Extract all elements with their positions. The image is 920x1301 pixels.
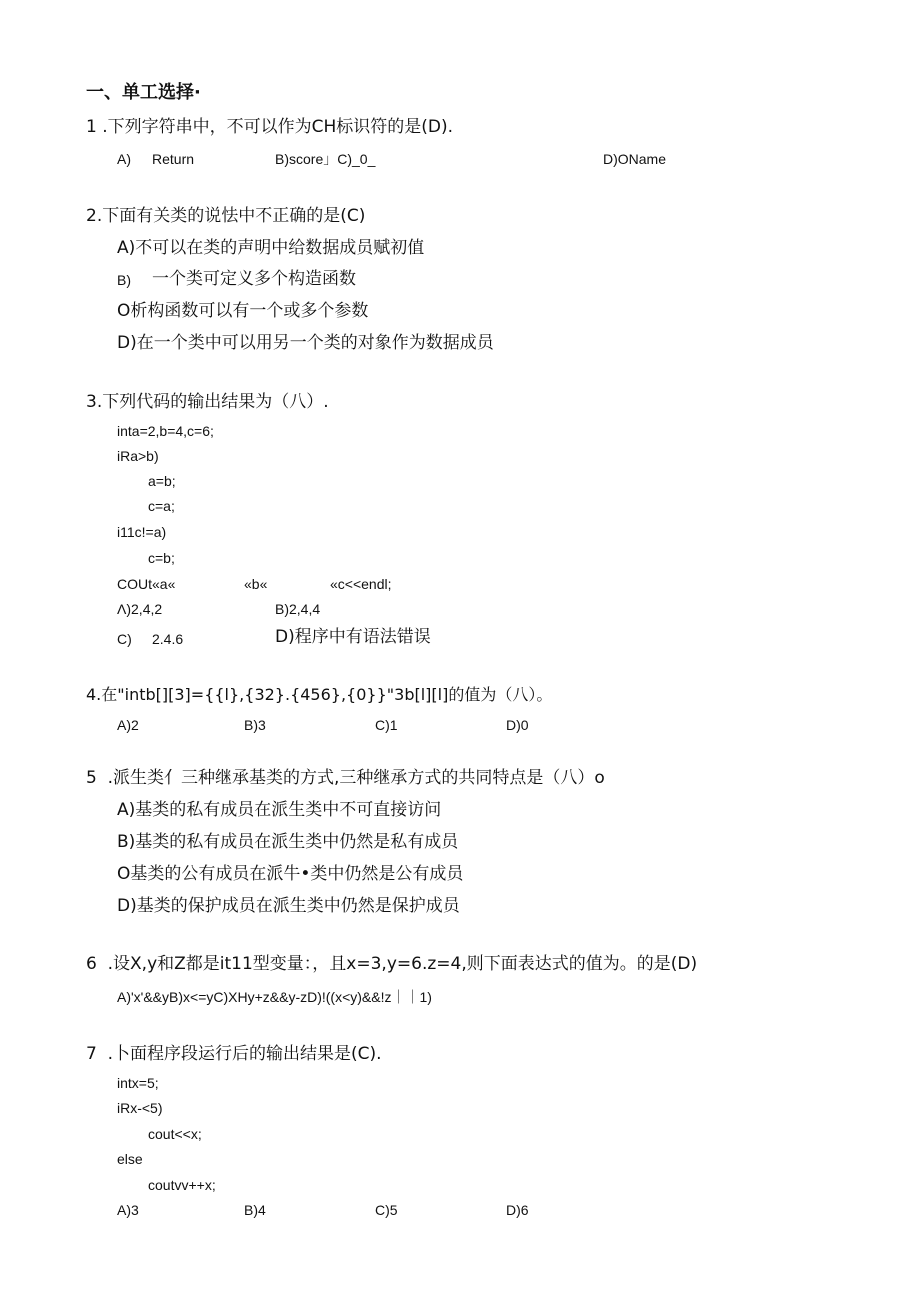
question-3-option-a: Λ)2,4,2: [117, 601, 163, 617]
question-3-option-b: B)2,4,4: [275, 601, 321, 617]
question-3-code-line: «c<<endl;: [330, 576, 392, 592]
question-6-options: A)'x'&&yB)x<=yC)XHy+z&&y-zD)!((x<y)&&!z｜｜1): [117, 989, 432, 1005]
question-5-option-a: A)基类的私有成员在派生类中不可直接访问: [117, 800, 442, 820]
question-3-option-c-text: 2.4.6: [152, 631, 184, 647]
question-7-stem: 7 .卜面程序段运行后的输出结果是(C).: [86, 1044, 382, 1064]
question-3-stem: 3.下列代码的输出结果为（八）.: [86, 392, 329, 412]
question-7-code-line: else: [117, 1151, 143, 1167]
question-3-code-line: iRa>b): [117, 448, 159, 464]
question-1-option-a-label: A): [117, 151, 131, 167]
question-3-code-line: inta=2,b=4,c=6;: [117, 423, 214, 439]
question-1-option-d: D)OName: [603, 151, 667, 167]
question-5-option-c: O基类的公有成员在派牛•类中仍然是公有成员: [117, 864, 464, 884]
question-2-option-d: D)在一个类中可以用另一个类的对象作为数据成员: [117, 333, 494, 353]
question-7-option-b: B)4: [244, 1202, 266, 1218]
question-1-stem: 1 .下列字符串中，不可以作为CH标识符的是(D).: [86, 117, 454, 137]
question-3-code-line: i11c!=a): [117, 524, 167, 540]
question-7-code-line: coutvv++x;: [148, 1177, 216, 1193]
question-3-code-line: COUt«a«: [117, 576, 176, 592]
question-5-option-d: D)基类的保护成员在派生类中仍然是保护成员: [117, 896, 460, 916]
question-5-stem: 5 .派生类亻三种继承基类的方式,三种继承方式的共同特点是（八）o: [86, 768, 605, 788]
question-2-option-b-text: 一个类可定义多个构造函数: [152, 269, 356, 289]
question-7-option-d: D)6: [506, 1202, 529, 1218]
question-4-option-a: A)2: [117, 717, 139, 733]
question-4-option-d: D)0: [506, 717, 529, 733]
question-6-stem: 6 .设X,y和Z都是it11型变量：，且x=3,y=6.z=4,则下面表达式的值为。的是(D): [86, 954, 698, 974]
question-1-option-bc: B)score」C)_0_: [275, 151, 376, 167]
question-1-option-a-text: Return: [152, 151, 195, 167]
question-7-code-line: cout<<x;: [148, 1126, 202, 1142]
question-5-option-b: B)基类的私有成员在派生类中仍然是私有成员: [117, 832, 459, 852]
question-2-option-a: A)不可以在类的声明中给数据成员赋初值: [117, 238, 425, 258]
question-3-option-c-label: C): [117, 631, 132, 647]
question-2-option-c: O析构函数可以有一个或多个参数: [117, 301, 369, 321]
question-2-option-b-label: B): [117, 272, 131, 288]
question-4-option-b: B)3: [244, 717, 266, 733]
question-3-code-line: c=b;: [148, 550, 175, 566]
question-3-code-line: «b«: [244, 576, 268, 592]
question-7-code-line: intx=5;: [117, 1075, 159, 1091]
question-4-stem: 4.在"intb[][3]={{l},{32}.{456},{0}}"3b[l][l]的值为（八）。: [86, 685, 553, 704]
question-7-option-c: C)5: [375, 1202, 398, 1218]
section-title: 一、单工选择·: [86, 82, 201, 103]
question-2-stem: 2.下面有关类的说怯中不正确的是(C): [86, 206, 366, 226]
question-3-code-line: c=a;: [148, 498, 175, 514]
question-7-option-a: A)3: [117, 1202, 139, 1218]
question-3-option-d: D)程序中有语法错误: [275, 627, 431, 647]
question-4-option-c: C)1: [375, 717, 398, 733]
question-3-code-line: a=b;: [148, 473, 176, 489]
question-7-code-line: iRx-<5): [117, 1100, 163, 1116]
